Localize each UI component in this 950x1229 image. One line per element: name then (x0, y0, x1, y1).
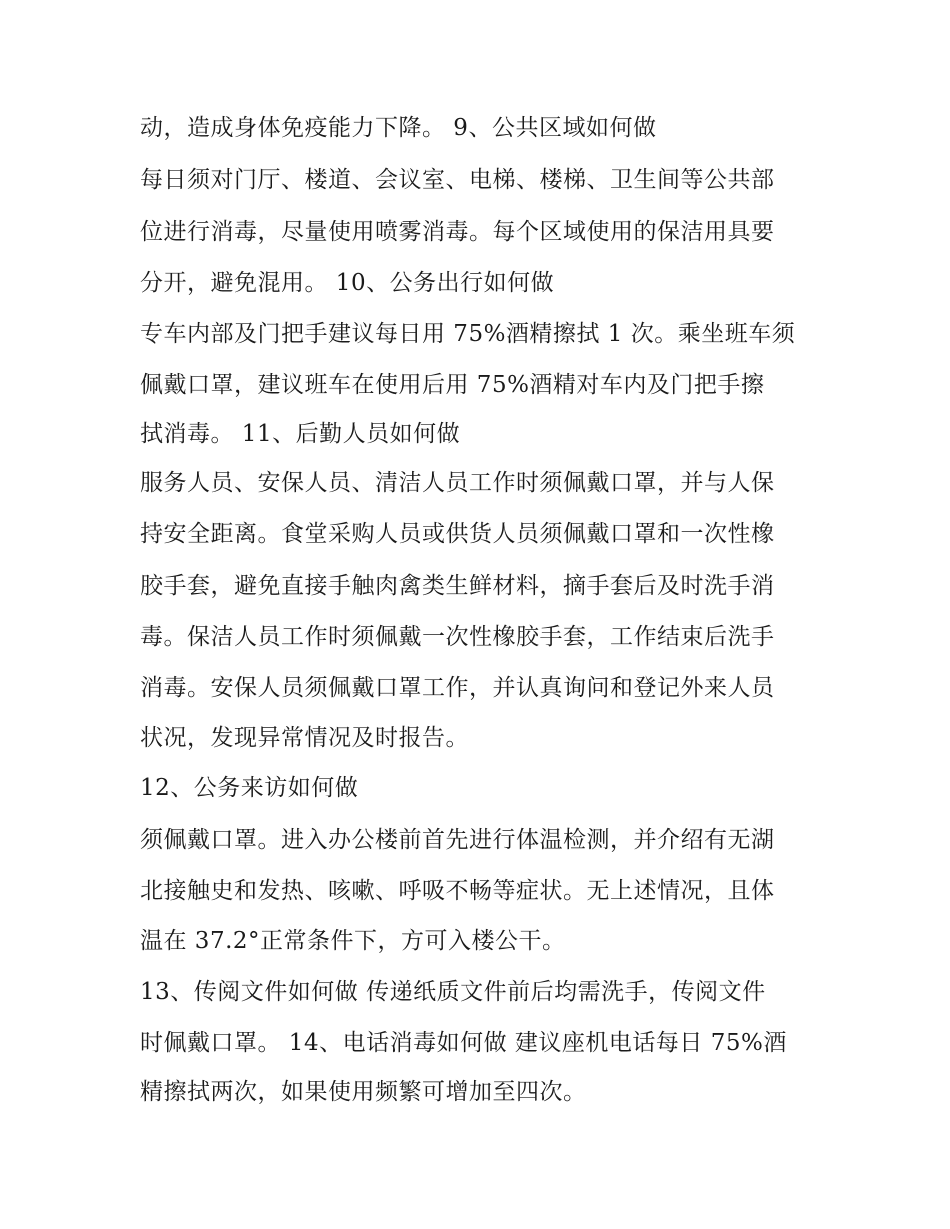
text-line: 位进行消毒，尽量使用喷雾消毒。每个区域使用的保洁用具要 (140, 219, 775, 245)
text-line: 佩戴口罩，建议班车在使用后用 75%酒精对车内及门把手擦 (140, 372, 765, 398)
text-line: 状况，发现异常情况及时报告。 (140, 725, 469, 751)
text-line: 分开，避免混用。 10、公务出行如何做 (140, 270, 555, 296)
text-line: 专车内部及门把手建议每日用 75%酒精擦拭 1 次。乘坐班车须 (140, 321, 796, 347)
text-line: 消毒。安保人员须佩戴口罩工作，并认真询问和登记外来人员 (140, 675, 775, 701)
text-line: 13、传阅文件如何做 传递纸质文件前后均需洗手，传阅文件 (140, 979, 766, 1005)
text-line: 每日须对门厅、楼道、会议室、电梯、楼梯、卫生间等公共部 (140, 167, 775, 193)
text-line: 北接触史和发热、咳嗽、呼吸不畅等症状。无上述情况，且体 (140, 878, 775, 904)
text-line: 精擦拭两次，如果使用频繁可增加至四次。 (140, 1079, 587, 1105)
text-line: 拭消毒。 11、后勤人员如何做 (140, 421, 461, 447)
text-line: 温在 37.2°正常条件下，方可入楼公干。 (140, 928, 566, 954)
text-line: 毒。保洁人员工作时须佩戴一次性橡胶手套，工作结束后洗手 (140, 624, 775, 650)
text-line: 时佩戴口罩。 14、电话消毒如何做 建议座机电话每日 75%酒 (140, 1030, 787, 1056)
text-line: 持安全距离。食堂采购人员或供货人员须佩戴口罩和一次性橡 (140, 521, 775, 547)
text-line: 动，造成身体免疫能力下降。 9、公共区域如何做 (140, 115, 657, 141)
text-line: 胶手套，避免直接手触肉禽类生鲜材料，摘手套后及时洗手消 (140, 573, 775, 599)
text-line: 须佩戴口罩。进入办公楼前首先进行体温检测，并介绍有无湖 (140, 827, 775, 853)
text-line: 12、公务来访如何做 (140, 775, 359, 801)
text-line: 服务人员、安保人员、清洁人员工作时须佩戴口罩，并与人保 (140, 470, 775, 496)
